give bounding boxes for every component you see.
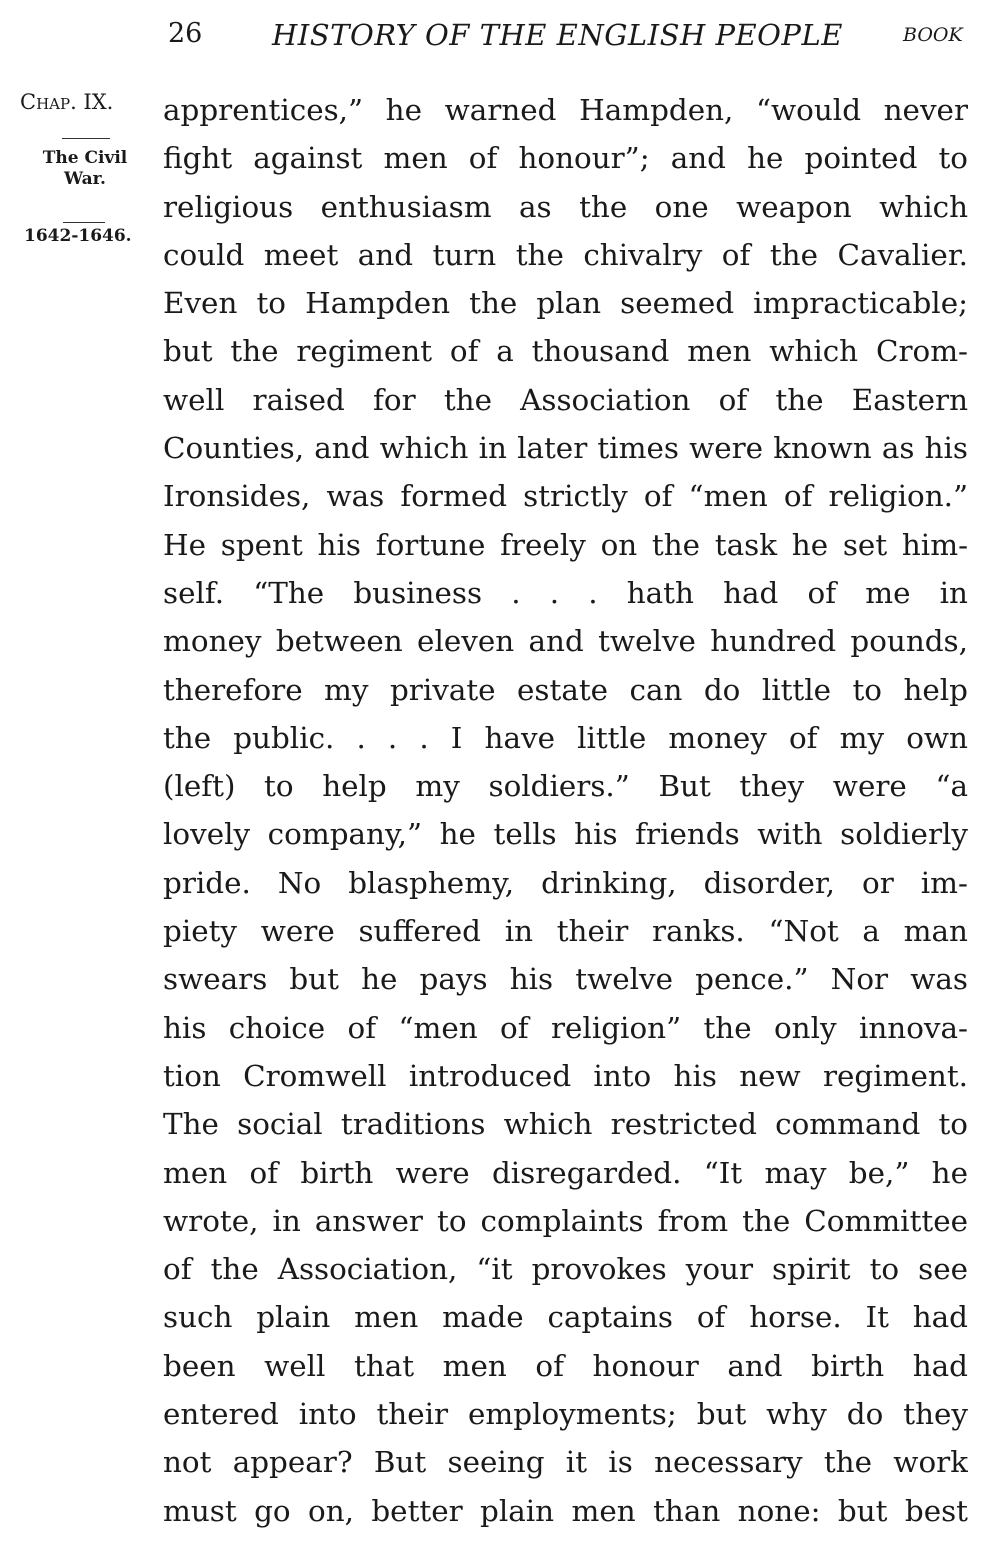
text-line: money between eleven and twelve hundred pounds, bbox=[163, 624, 968, 659]
text-line: Ironsides, was formed strictly of “men of religion.” bbox=[163, 479, 968, 514]
page-number: 26 bbox=[168, 18, 203, 49]
text-line: therefore my private estate can do little to help bbox=[163, 672, 968, 707]
text-line: could meet and turn the chivalry of the Cavalier. bbox=[163, 237, 968, 272]
text-line: religious enthusiasm as the one weapon which bbox=[163, 189, 968, 224]
text-line: entered into their employments; but why do they bbox=[163, 1397, 968, 1432]
text-line: apprentices,” he warned Hampden, “would never bbox=[163, 93, 968, 127]
margin-rule bbox=[62, 138, 110, 139]
text-line: the public. . . . I have little money of my own bbox=[163, 720, 968, 755]
text-line: but the regiment of a thousand men which Crom- bbox=[163, 334, 968, 369]
text-line: pride. No blasphemy, drinking, disorder, or im- bbox=[163, 865, 968, 900]
text-line: piety were suffered in their ranks. “Not a man bbox=[163, 914, 968, 949]
topic-label: The Civil War. bbox=[42, 148, 128, 189]
running-title: HISTORY OF THE ENGLISH PEOPLE bbox=[272, 18, 843, 52]
text-line: well raised for the Association of the Eastern bbox=[163, 382, 968, 417]
text-line: Even to Hampden the plan seemed impracticable; bbox=[163, 286, 968, 321]
text-line: Counties, and which in later times were known as his bbox=[163, 431, 968, 466]
text-line: tion Cromwell introduced into his new regiment. bbox=[163, 1058, 968, 1093]
text-line: been well that men of honour and birth had bbox=[163, 1348, 968, 1383]
margin-rule bbox=[63, 222, 105, 223]
text-line: such plain men made captains of horse. It had bbox=[163, 1300, 968, 1335]
running-header bbox=[0, 16, 1000, 56]
text-line: self. “The business . . . hath had of me in bbox=[163, 575, 968, 610]
body-text bbox=[163, 86, 968, 1535]
text-line: his choice of “men of religion” the only innova- bbox=[163, 1010, 968, 1045]
chapter-label: Chap. IX. bbox=[20, 90, 114, 114]
text-line: He spent his fortune freely on the task he set him- bbox=[163, 527, 968, 562]
text-line: The social traditions which restricted command to bbox=[163, 1107, 968, 1142]
date-range: 1642-1646. bbox=[24, 226, 132, 246]
text-line: wrote, in answer to complaints from the Committee bbox=[163, 1203, 968, 1238]
text-line: (left) to help my soldiers.” But they were “a bbox=[163, 769, 968, 804]
running-book-label: BOOK bbox=[903, 24, 963, 46]
text-line: swears but he pays his twelve pence.” Nor was bbox=[163, 962, 968, 997]
text-line: of the Association, “it provokes your spirit to see bbox=[163, 1252, 968, 1287]
text-line: must go on, better plain men than none: but best bbox=[163, 1493, 968, 1528]
text-line: not appear? But seeing it is necessary the work bbox=[163, 1445, 968, 1480]
text-line: men of birth were disregarded. “It may be,” he bbox=[163, 1155, 968, 1190]
text-line: lovely company,” he tells his friends with soldierly bbox=[163, 817, 968, 852]
text-line: fight against men of honour”; and he pointed to bbox=[163, 141, 968, 176]
